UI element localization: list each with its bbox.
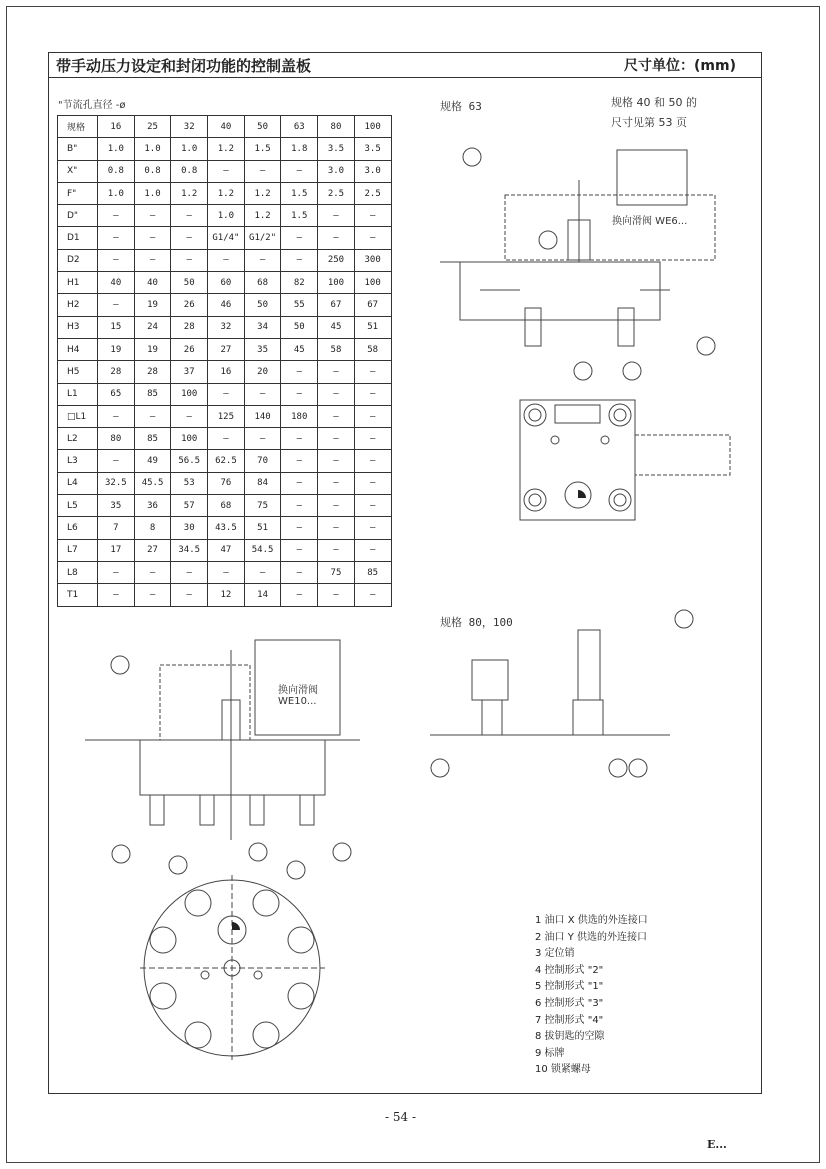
row-label: L1: [58, 383, 98, 405]
table-cell: 26: [171, 294, 208, 316]
table-cell: –: [208, 428, 245, 450]
table-cell: –: [171, 227, 208, 249]
row-label: L6: [58, 517, 98, 539]
table-cell: 70: [244, 450, 281, 472]
table-cell: 1.2: [244, 205, 281, 227]
table-cell: –: [318, 227, 355, 249]
label-size4050-line1: 规格 40 和 50 的: [611, 96, 697, 109]
row-label: L4: [58, 472, 98, 494]
row-label: H2: [58, 294, 98, 316]
row-label: □L1: [58, 405, 98, 427]
table-cell: –: [281, 361, 318, 383]
table-cell: 35: [98, 495, 135, 517]
legend-list: [535, 913, 648, 1079]
row-label: L3: [58, 450, 98, 472]
table-cell: 1.0: [208, 205, 245, 227]
table-cell: 1.8: [281, 138, 318, 160]
table-cell: 14: [244, 584, 281, 606]
table-cell: 1.2: [208, 138, 245, 160]
table-cell: 46: [208, 294, 245, 316]
table-cell: –: [134, 249, 171, 271]
legend-item: 2 油口 Y 供选的外连接口: [535, 931, 648, 943]
table-cell: 50: [244, 294, 281, 316]
table-cell: –: [281, 160, 318, 182]
table-cell: –: [134, 205, 171, 227]
table-cell: –: [318, 361, 355, 383]
table-cell: –: [281, 561, 318, 583]
table-cell: 100: [171, 428, 208, 450]
drawing-size80-round: [140, 875, 325, 1060]
table-cell: 1.2: [171, 182, 208, 204]
table-cell: 30: [171, 517, 208, 539]
row-label: L2: [58, 428, 98, 450]
table-cell: 40: [208, 116, 245, 138]
table-cell: 51: [244, 517, 281, 539]
table-cell: 1.0: [98, 138, 135, 160]
label-size4050-line2: 尺寸见第 53 页: [611, 116, 687, 129]
row-label: 规格: [58, 116, 98, 138]
table-cell: 35: [244, 338, 281, 360]
table-cell: 2.5: [318, 182, 355, 204]
legend-item: 5 控制形式 "1": [535, 981, 604, 993]
table-cell: –: [354, 472, 391, 494]
table-cell: –: [281, 584, 318, 606]
table-cell: 40: [134, 272, 171, 294]
logo: E...: [707, 1138, 727, 1151]
table-cell: 63: [281, 116, 318, 138]
table-cell: 2.5: [354, 182, 391, 204]
table-cell: –: [98, 294, 135, 316]
table-cell: 85: [134, 428, 171, 450]
table-cell: –: [354, 517, 391, 539]
table-cell: 49: [134, 450, 171, 472]
table-cell: –: [318, 495, 355, 517]
label-size63: 规格 63: [440, 100, 482, 113]
table-cell: 180: [281, 405, 318, 427]
table-cell: –: [281, 249, 318, 271]
table-cell: 28: [171, 316, 208, 338]
table-cell: 0.8: [171, 160, 208, 182]
table-cell: –: [98, 584, 135, 606]
table-cell: 67: [354, 294, 391, 316]
table-cell: 47: [208, 539, 245, 561]
table-cell: 15: [98, 316, 135, 338]
table-cell: –: [281, 472, 318, 494]
table-cell: –: [171, 584, 208, 606]
table-cell: 3.5: [354, 138, 391, 160]
row-label: B": [58, 138, 98, 160]
table-cell: 1.0: [98, 182, 135, 204]
table-cell: –: [208, 160, 245, 182]
table-cell: –: [98, 205, 135, 227]
table-cell: –: [208, 383, 245, 405]
table-cell: 50: [244, 116, 281, 138]
table-cell: 100: [318, 272, 355, 294]
orifice-note: "节流孔直径 -ø: [58, 100, 126, 111]
table-cell: 37: [171, 361, 208, 383]
table-cell: 75: [244, 495, 281, 517]
table-cell: G1/4": [208, 227, 245, 249]
legend-item: 8 拔钥匙的空隙: [535, 1031, 605, 1043]
table-cell: –: [171, 205, 208, 227]
table-cell: 67: [318, 294, 355, 316]
table-cell: 32: [171, 116, 208, 138]
row-label: L8: [58, 561, 98, 583]
page-number: - 54 -: [385, 1110, 417, 1124]
table-cell: 55: [281, 294, 318, 316]
table-cell: –: [244, 383, 281, 405]
table-cell: 25: [134, 116, 171, 138]
table-cell: –: [318, 405, 355, 427]
table-cell: –: [98, 561, 135, 583]
legend-item: 1 油口 X 供选的外连接口: [535, 915, 648, 926]
table-cell: 65: [98, 383, 135, 405]
table-cell: 125: [208, 405, 245, 427]
row-label: T1: [58, 584, 98, 606]
table-cell: –: [354, 205, 391, 227]
table-cell: 57: [171, 495, 208, 517]
page-title: 带手动压力设定和封闭功能的控制盖板: [56, 57, 312, 75]
table-cell: 34: [244, 316, 281, 338]
table-cell: –: [318, 450, 355, 472]
table-cell: 1.5: [281, 205, 318, 227]
table-cell: –: [281, 539, 318, 561]
table-cell: –: [98, 227, 135, 249]
table-cell: –: [354, 495, 391, 517]
table-cell: 1.5: [244, 138, 281, 160]
table-cell: 80: [318, 116, 355, 138]
table-cell: –: [171, 405, 208, 427]
legend-item: 10 锁紧螺母: [535, 1064, 591, 1076]
table-cell: 76: [208, 472, 245, 494]
table-cell: –: [98, 450, 135, 472]
table-cell: –: [208, 561, 245, 583]
table-cell: 0.8: [98, 160, 135, 182]
table-cell: –: [98, 249, 135, 271]
table-cell: –: [354, 450, 391, 472]
table-cell: G1/2": [244, 227, 281, 249]
label-valve-we6: 换向滑阀 WE6...: [612, 216, 688, 227]
table-cell: 27: [134, 539, 171, 561]
table-cell: 19: [134, 294, 171, 316]
table-cell: 40: [98, 272, 135, 294]
row-label: D": [58, 205, 98, 227]
row-label: H4: [58, 338, 98, 360]
table-cell: 43.5: [208, 517, 245, 539]
table-cell: –: [318, 539, 355, 561]
row-label: L7: [58, 539, 98, 561]
table-cell: –: [281, 227, 318, 249]
table-cell: 24: [134, 316, 171, 338]
legend-item: 9 标牌: [535, 1047, 565, 1059]
drawing-size63-side: [440, 150, 715, 346]
table-cell: 28: [98, 361, 135, 383]
table-cell: 0.8: [134, 160, 171, 182]
table-cell: 62.5: [208, 450, 245, 472]
table-cell: 58: [354, 338, 391, 360]
table-cell: 58: [318, 338, 355, 360]
table-cell: 1.5: [281, 182, 318, 204]
drawing-size80-side: [85, 640, 360, 840]
row-label: F": [58, 182, 98, 204]
table-cell: 250: [318, 249, 355, 271]
table-cell: 1.0: [171, 138, 208, 160]
row-label: L5: [58, 495, 98, 517]
table-cell: 53: [171, 472, 208, 494]
table-cell: 19: [98, 338, 135, 360]
table-cell: 36: [134, 495, 171, 517]
table-cell: 68: [244, 272, 281, 294]
legend-item: 4 控制形式 "2": [535, 964, 604, 976]
table-cell: 140: [244, 405, 281, 427]
table-cell: –: [318, 383, 355, 405]
table-cell: 8: [134, 517, 171, 539]
table-cell: –: [171, 249, 208, 271]
row-label: H3: [58, 316, 98, 338]
table-cell: –: [318, 428, 355, 450]
row-label: X": [58, 160, 98, 182]
table-cell: 300: [354, 249, 391, 271]
table-cell: 56.5: [171, 450, 208, 472]
table-cell: –: [208, 249, 245, 271]
table-cell: 45: [318, 316, 355, 338]
table-cell: 54.5: [244, 539, 281, 561]
row-label: H5: [58, 361, 98, 383]
table-cell: 45: [281, 338, 318, 360]
table-cell: –: [281, 495, 318, 517]
units-label: 尺寸单位：(mm): [624, 58, 736, 74]
table-cell: –: [354, 361, 391, 383]
table-cell: 1.0: [134, 138, 171, 160]
table-cell: 1.2: [244, 182, 281, 204]
legend-item: 6 控制形式 "3": [535, 997, 604, 1009]
table-cell: –: [281, 383, 318, 405]
table-cell: –: [318, 517, 355, 539]
table-cell: 60: [208, 272, 245, 294]
table-cell: –: [354, 539, 391, 561]
table-cell: 26: [171, 338, 208, 360]
table-cell: –: [134, 561, 171, 583]
row-label: D1: [58, 227, 98, 249]
table-cell: 12: [208, 584, 245, 606]
table-cell: –: [354, 383, 391, 405]
table-cell: –: [318, 472, 355, 494]
row-label: D2: [58, 249, 98, 271]
table-cell: 7: [98, 517, 135, 539]
table-cell: 82: [281, 272, 318, 294]
table-cell: –: [318, 584, 355, 606]
table-cell: 85: [134, 383, 171, 405]
table-cell: –: [281, 450, 318, 472]
table-cell: 50: [171, 272, 208, 294]
table-cell: 3.5: [318, 138, 355, 160]
table-cell: 3.0: [354, 160, 391, 182]
table-cell: –: [354, 405, 391, 427]
table-cell: –: [134, 405, 171, 427]
table-cell: 45.5: [134, 472, 171, 494]
table-cell: –: [244, 428, 281, 450]
table-cell: –: [318, 205, 355, 227]
legend-item: 3 定位销: [535, 948, 575, 960]
table-cell: 80: [98, 428, 135, 450]
table-cell: 16: [98, 116, 135, 138]
table-cell: 32: [208, 316, 245, 338]
table-cell: –: [134, 227, 171, 249]
table-cell: 100: [354, 272, 391, 294]
table-cell: –: [354, 428, 391, 450]
label-valve-we10-line1: 换向滑阀: [278, 685, 318, 696]
label-size80-100: 规格 80，100: [440, 616, 513, 629]
table-cell: 28: [134, 361, 171, 383]
table-cell: –: [171, 561, 208, 583]
table-cell: 50: [281, 316, 318, 338]
table-cell: 100: [354, 116, 391, 138]
table-cell: 27: [208, 338, 245, 360]
table-cell: 1.2: [208, 182, 245, 204]
table-cell: –: [244, 160, 281, 182]
table-cell: –: [354, 584, 391, 606]
table-cell: 17: [98, 539, 135, 561]
legend-item: 7 控制形式 "4": [535, 1014, 604, 1026]
table-cell: 51: [354, 316, 391, 338]
table-cell: 75: [318, 561, 355, 583]
table-cell: 32.5: [98, 472, 135, 494]
label-valve-we10-line2: WE10...: [278, 696, 317, 707]
table-cell: –: [244, 561, 281, 583]
table-cell: 84: [244, 472, 281, 494]
table-cell: 1.0: [134, 182, 171, 204]
table-cell: 3.0: [318, 160, 355, 182]
table-cell: 100: [171, 383, 208, 405]
table-cell: 85: [354, 561, 391, 583]
table-cell: 68: [208, 495, 245, 517]
table-cell: –: [134, 584, 171, 606]
table-cell: –: [281, 428, 318, 450]
table-cell: 16: [208, 361, 245, 383]
drawing-size80-small: [430, 630, 670, 735]
row-label: H1: [58, 272, 98, 294]
table-cell: –: [244, 249, 281, 271]
table-cell: –: [354, 227, 391, 249]
table-cell: –: [281, 517, 318, 539]
drawing-size63-top: [520, 400, 730, 520]
table-cell: 34.5: [171, 539, 208, 561]
table-cell: 20: [244, 361, 281, 383]
table-cell: –: [98, 405, 135, 427]
table-cell: 19: [134, 338, 171, 360]
